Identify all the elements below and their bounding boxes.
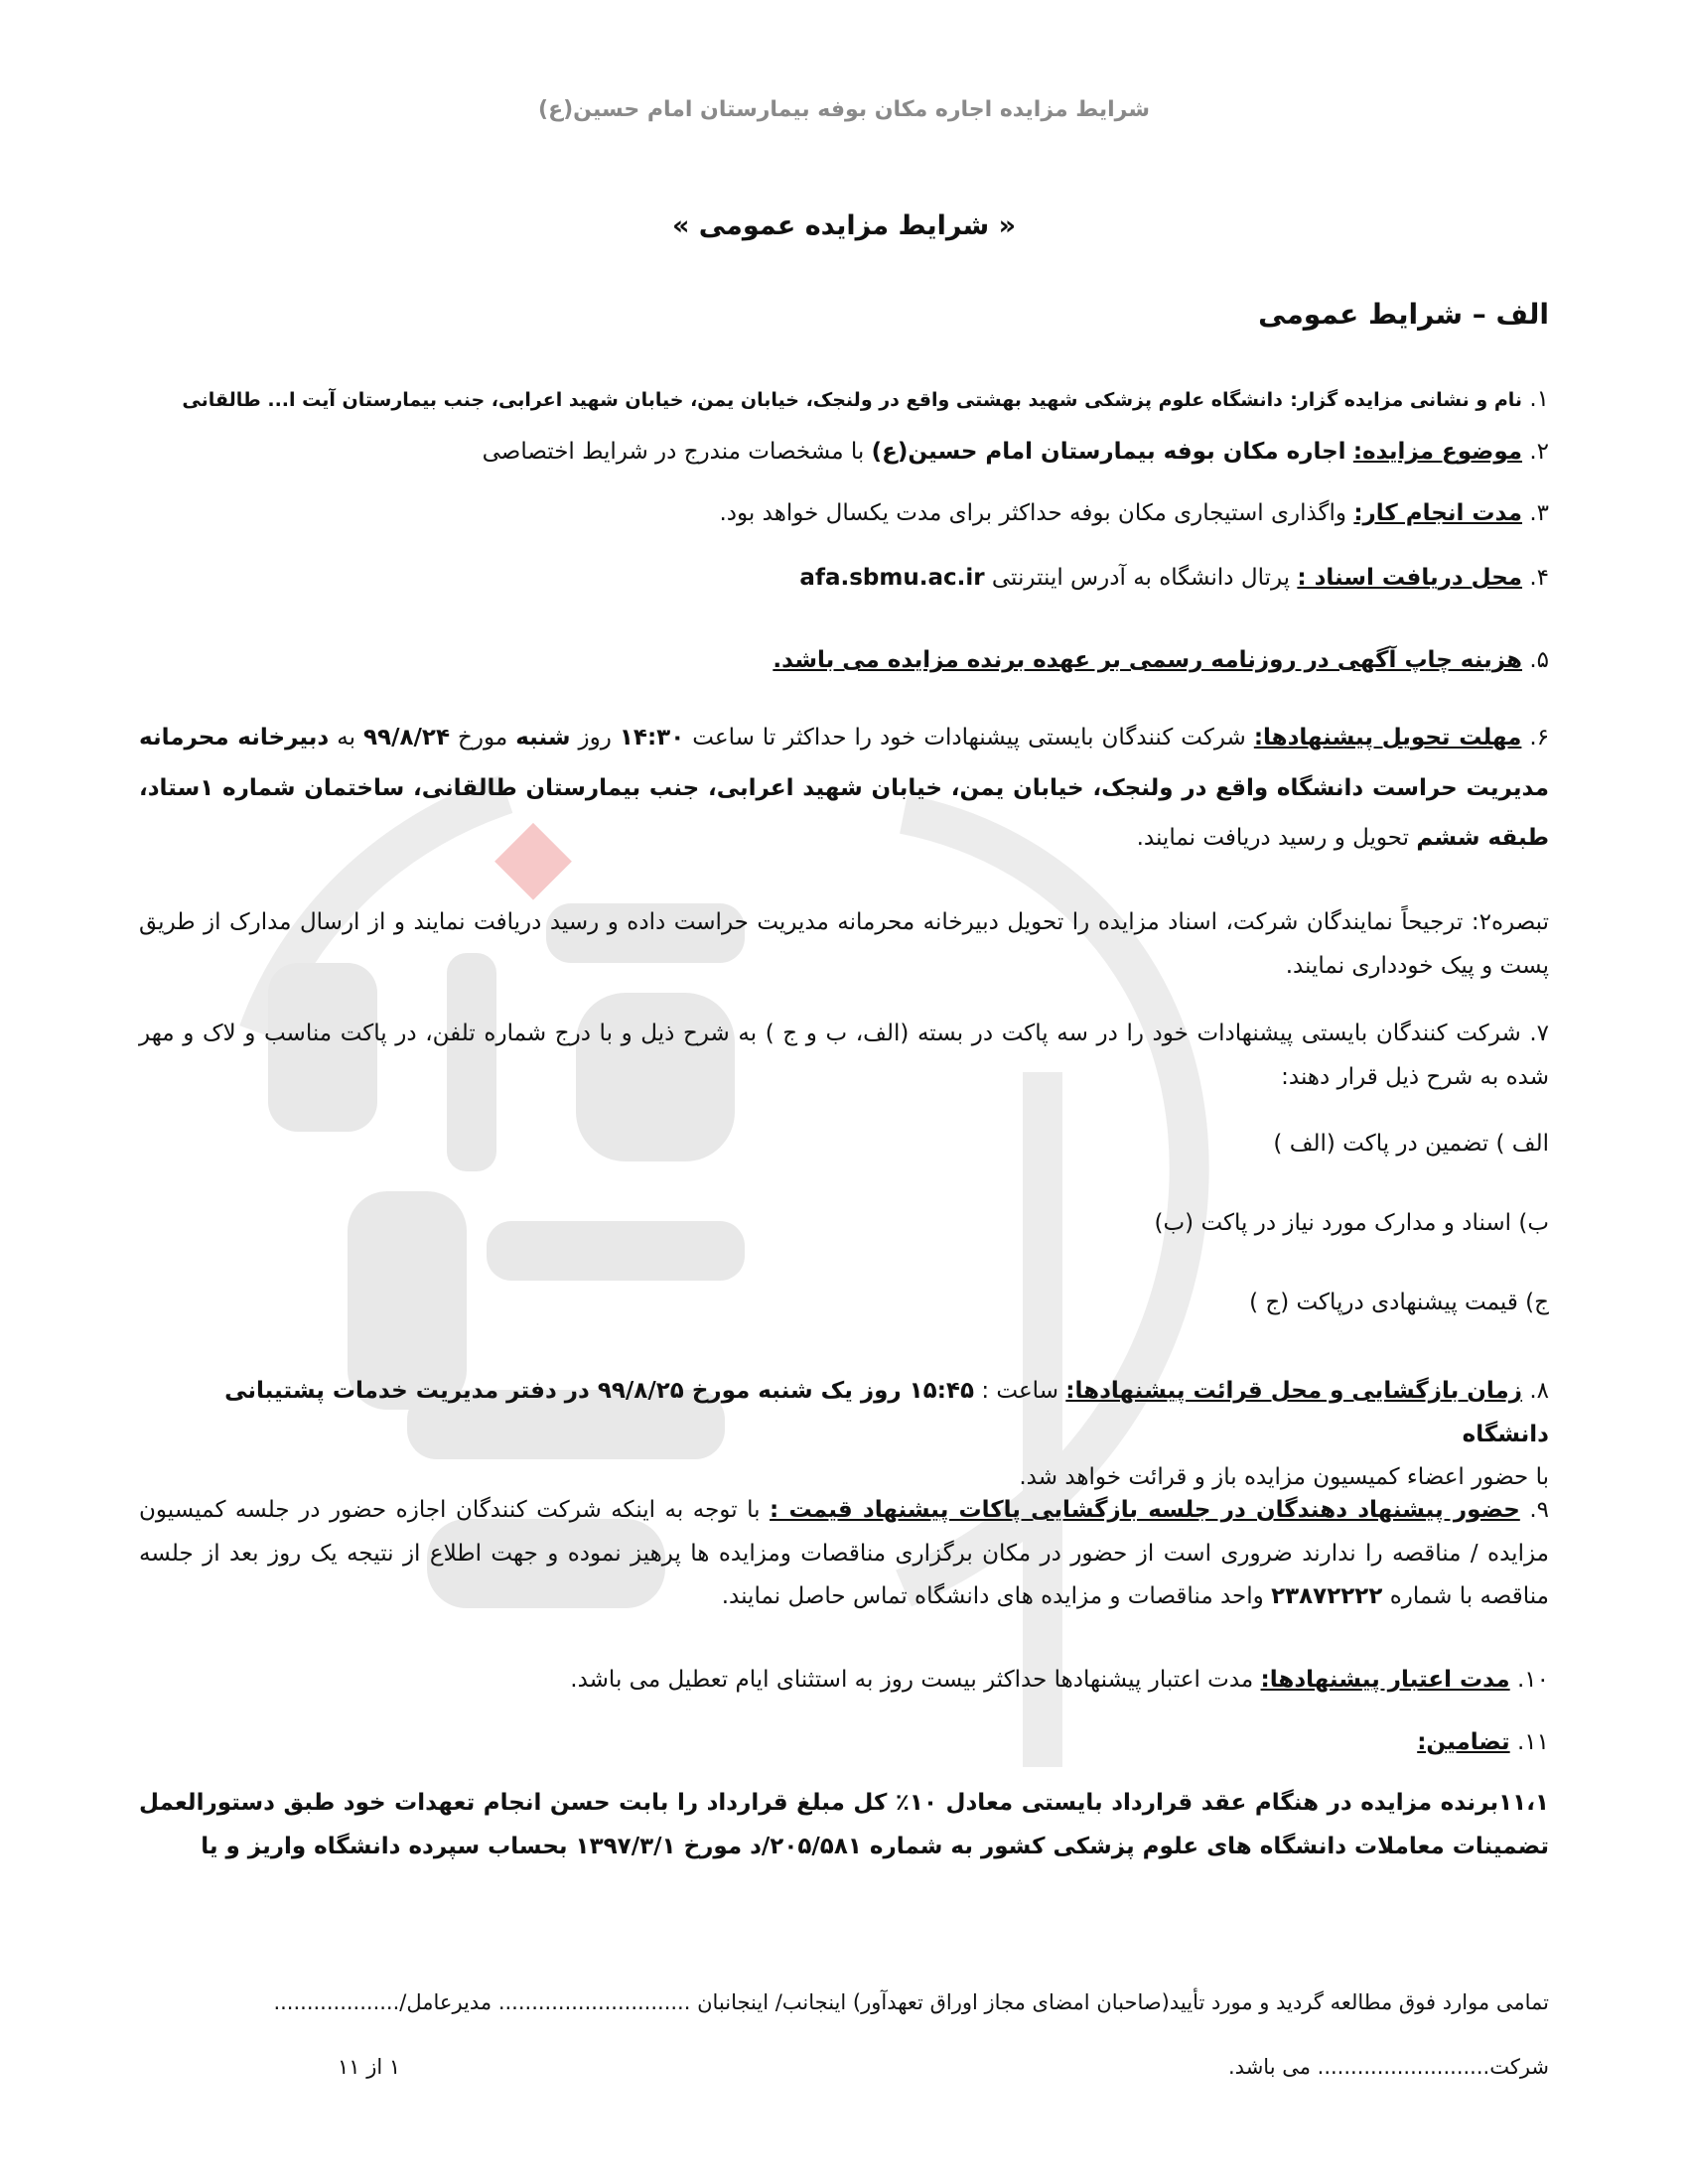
item-label: نام و نشانی مزایده گزار: — [1290, 389, 1523, 411]
item-text: تحویل و رسید دریافت نمایند. — [1136, 825, 1410, 852]
item-number: ٢. — [1529, 439, 1549, 465]
item-text: با توجه به اینکه شرکت کنندگان اجازه حضور در جلسه کمیسیون مزایده / مناقصه را ندارند ضروری است از حضور در مکان برگزاری مناقصات ومزایده ها پرهیز نموده و جهت اطلاع از نتیجه یک روز بعد از جلسه مناقصه با شماره — [139, 1497, 1549, 1610]
item-label: موضوع مزایده: — [1352, 439, 1523, 465]
item-10 — [139, 1663, 1549, 1699]
item-text: با مشخصات مندرج در شرایط اختصاصی — [482, 439, 865, 465]
item-text: به — [337, 725, 355, 751]
item-number: ١. — [1529, 386, 1549, 412]
item-text: دانشگاه علوم پزشکی شهید بهشتی واقع در ولنجک، خیابان یمن، خیابان شهید اعرابی، جنب بیمارستان آیت ا... طالقانی — [182, 389, 1283, 411]
item-7-sub-a: الف ) تضمین در پاکت (الف ) — [1273, 1131, 1549, 1157]
item-text: مدت اعتبار پیشنهادها حداکثر بیست روز به استثنای ایام تعطیل می باشد. — [570, 1667, 1254, 1693]
item-2 — [139, 435, 1549, 471]
deadline-time: ۱۴:۳۰ — [619, 725, 685, 751]
deadline-day: شنبه — [515, 725, 571, 751]
item-text: روز — [578, 725, 612, 751]
note-2: تبصره۲: ترجیحاً نمایندگان شرکت، اسناد مزایده را تحویل دبیرخانه محرمانه مدیریت حراست داده و رسید دریافت نمایند و از ارسال مدارک از طریق پست و پیک خودداری نمایند. — [139, 909, 1549, 979]
item-11-1 — [139, 1782, 1549, 1868]
item-label: مدت اعتبار پیشنهادها: — [1260, 1667, 1510, 1693]
item-text: واگذاری استیجاری مکان بوفه حداکثر برای مدت یکسال خواهد بود. — [719, 500, 1346, 526]
phone-number: ۲۳۸۷۲۲۲۲ — [1271, 1583, 1383, 1610]
item-label: هزینه چاپ آگهی در روزنامه رسمی بر عهده برنده مزایده می باشد. — [773, 647, 1523, 673]
item-5 — [139, 643, 1549, 679]
item-text: واحد مناقصات و مزایده های دانشگاه تماس حاصل نمایند. — [721, 1583, 1264, 1610]
item-7: ٧. شرکت کنندگان بایستی پیشنهادات خود را در سه پاکت در بسته (الف، ب و ج ) به شرح ذیل و با درج شماره تلفن، در پاکت مناسب و لاک و مهر شده به شرح ذیل قرار دهند: — [139, 1021, 1549, 1090]
item-11 — [139, 1725, 1549, 1761]
item-text: مورخ — [458, 725, 508, 751]
delivery-place: دبیرخانه محرمانه مدیریت حراست دانشگاه واقع در ولنجک، خیابان یمن، خیابان شهید اعرابی، جنب بیمارستان طالقانی، ساختمان شماره ۱ستاد، طبقه ششم — [139, 725, 1549, 852]
item-3 — [139, 496, 1549, 532]
section-title: الف – شرایط عمومی — [1258, 298, 1549, 331]
item-bold-text: ۱۵:۴۵ روز یک شنبه مورخ ۹۹/۸/۲۵ در دفتر مدیریت خدمات پشتیبانی دانشگاه — [224, 1378, 1549, 1447]
item-number: ١١،١ — [1498, 1790, 1549, 1816]
item-text: ساعت : — [981, 1378, 1058, 1404]
item-7-sub-c: ج) قیمت پیشنهادی درپاکت (ج ) — [1249, 1290, 1549, 1315]
item-bold-text: اجاره مکان بوفه بیمارستان امام حسین(ع) — [871, 439, 1346, 465]
item-label: تضامین: — [1417, 1729, 1510, 1755]
item-text: برنده مزایده در هنگام عقد قرارداد بایستی معادل ١٠٪ کل مبلغ قرارداد را بابت حسن انجام تعهدات خود طبق دستورالعمل تضمینات معاملات دانشگاه های علوم پزشکی کشور به شماره ۲۰۵/۵۸۱/د مورخ ۱۳۹۷/۳/۱ بحساب سپرده دانشگاه واریز و یا — [139, 1790, 1549, 1859]
item-1 — [139, 382, 1549, 418]
page-number: ۱ از ۱۱ — [338, 2055, 401, 2079]
item-number: ١١. — [1516, 1729, 1549, 1755]
item-text: با حضور اعضاء کمیسیون مزایده باز و قرائت خواهد شد. — [1019, 1464, 1549, 1491]
item-number: ٨. — [1529, 1378, 1549, 1404]
item-label: محل دریافت اسناد : — [1297, 565, 1523, 591]
portal-url: afa.sbmu.ac.ir — [799, 565, 985, 591]
item-label: مدت انجام کار: — [1353, 500, 1523, 526]
item-number: ۶. — [1529, 725, 1550, 751]
item-label: مهلت تحویل پیشنهادها: — [1253, 725, 1522, 751]
item-number: ٣. — [1529, 500, 1549, 526]
item-4 — [139, 561, 1549, 597]
deadline-date: ۹۹/۸/۲۴ — [363, 725, 450, 751]
document-title: « شرایط مزایده عمومی » — [671, 210, 1017, 241]
item-text: شرکت کنندگان بایستی پیشنهادات خود را حداکثر تا ساعت — [692, 725, 1246, 751]
item-number: ۴. — [1529, 565, 1549, 591]
item-number: ١٠. — [1516, 1667, 1549, 1693]
running-header: شرایط مزایده اجاره مکان بوفه بیمارستان امام حسین(ع) — [538, 97, 1150, 122]
item-label: زمان بازگشایی و محل قرائت پیشنهادها: — [1065, 1378, 1523, 1404]
item-8 — [139, 1370, 1549, 1500]
footer-company: شرکت.......................... می باشد. — [1228, 2055, 1549, 2079]
item-6 — [139, 713, 1549, 864]
item-label: حضور پیشنهاد دهندگان در جلسه بازگشایی پاکات پیشنهاد قیمت : — [770, 1497, 1520, 1523]
item-text: پرتال دانشگاه به آدرس اینترنتی — [991, 565, 1291, 591]
item-number: ۵. — [1529, 647, 1549, 673]
item-9 — [139, 1489, 1549, 1619]
footer-confirmation: تمامی موارد فوق مطالعه گردید و مورد تأیید(صاحبان امضای مجاز اوراق تعهدآور) اینجانب/ اینجانبان ............................. مدیرعامل/................... — [273, 1990, 1549, 2014]
item-7-sub-b: ب) اسناد و مدارک مورد نیاز در پاکت (ب) — [1154, 1210, 1549, 1236]
item-number: ٩. — [1529, 1497, 1550, 1523]
